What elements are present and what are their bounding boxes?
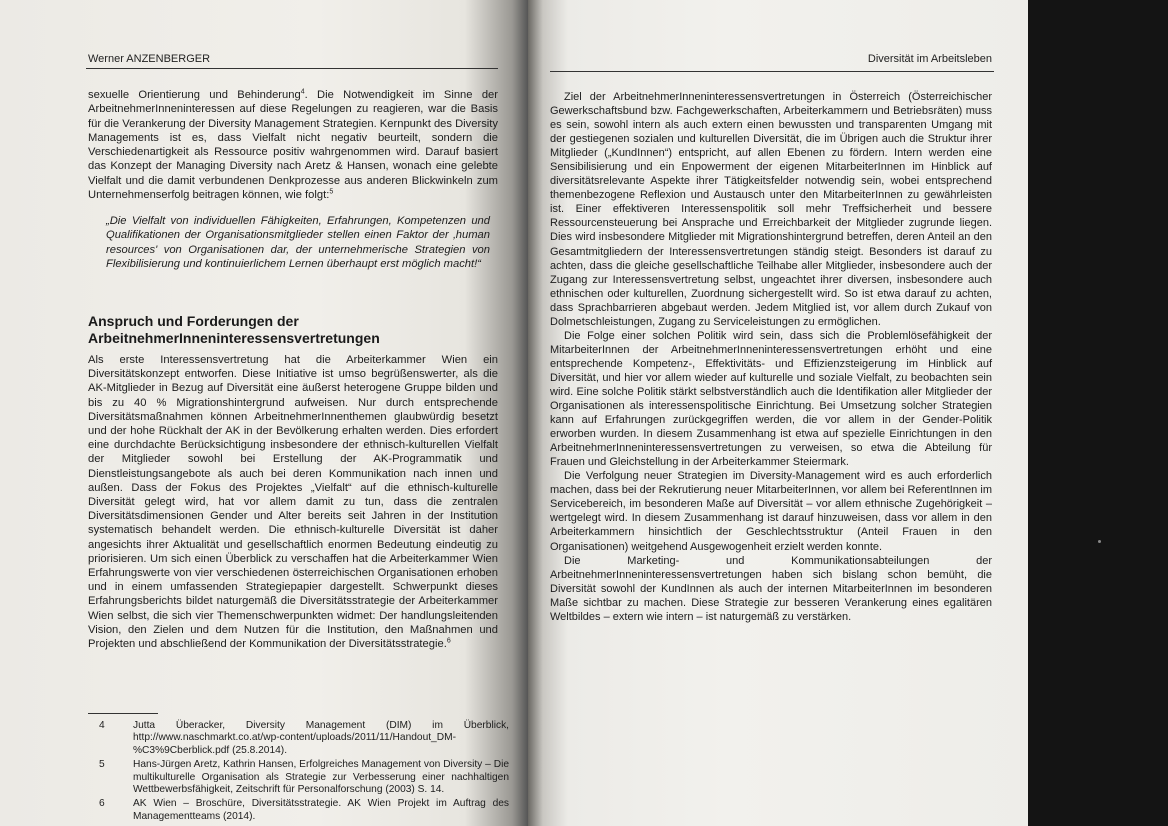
footnote-ref-5: 5 [329,188,334,196]
scan-speck [1098,540,1101,543]
footnote-4 [99,720,509,757]
left-para2-text: Als erste Interessensvertretung hat die Arbeiterkammer Wien ein Diversitätskonzept entworfen. Diese Initiative ist umso begrüßenswerter, als die AK-Mitglieder in Bezug auf Diversität eine äußerst heterogene Gruppe bilden und bis zu 40 % Migrationshintergrund aufweisen. Nur durch entsprechende Diversitätsmaßnahmen können ArbeitnehmerInnenthemen glaubwürdig besetzt und der hohe Rückhalt der AK in der Bevölkerung erhalten werden. Dies erfordert eine durchdachte Berücksichtigung insbesondere der ethnisch-kulturellen Vielfalt der Mitglieder sowohl bei Erstellung der AK-Programmatik und Dienstleistungsangebote als auch bei deren Kommunikation nach innen und außen. Dass der Fokus des Projektes „Vielfalt“ auf die ethnisch-kulturelle Diversität gelegt wird, hat vor allem damit zu tun, dass die zentralen Diversitätsdimensionen Gender und Alter bereits seit Jahren in der Institution systematisch behandelt werden. Die ethnisch-kulturelle Diversität ist daher angesichts ihrer Aktualität und gesellschaftlich enormen Bedeutung eindeutig zu priorisieren. Um sich einen Überblick zu verschaffen hat die Arbeiterkammer Wien Erfahrungswerte von vier verschiedenen österreichischen Organisationen erhoben und in einem umfassenden Strategiepapier dargestellt. Schwerpunkt dieses Erfahrungsberichts bildet naturgemäß die Diversitätsstrategie der Arbeiterkammer Wien selbst, die sich vier Themenschwerpunkten widmet: Der handlungsleitenden Vision, den Zielen und dem Nutzen für die Institution, den Maßnahmen und Projekten und abschließend der Kommunikation der Diversitätsstrategie. [88,354,498,651]
right-page [528,0,1028,826]
right-page-header: Diversität im Arbeitsleben [867,53,992,65]
section-heading-line1: Anspruch und Forderungen der [88,313,299,329]
footnote-rule [88,713,158,714]
section-heading [88,313,508,347]
footnote-number: 6 [99,798,105,810]
left-paragraph-1 [88,88,498,202]
left-page-header: Werner ANZENBERGER [88,53,211,65]
section-heading-line2: ArbeitnehmerInneninteressensvertretungen [88,330,380,346]
left-para1-text: sexuelle Orientierung und Behinderung [88,89,301,101]
right-paragraph-2: Die Folge einer solchen Politik wird sein, dass sich die Problemlösefähigkeit der MitarbeiterInnen der ArbeitnehmerInneninteressensvertretungen erhöht und eine entsprechende Kompetenz-, Effektivitäts- und Effizienzsteigerung im Hinblick auf Diversität, und hier vor allem wieder auf kulturelle und soziale Vielfalt, zu beobachten sein wird. Eine solche Politik stärkt selbstverständlich auch die Identifikation aller Mitglieder der Organisationen als interessenspolitische Einrichtung. Bei Umsetzung solcher Strategien kann auf Erfahrungen zurückgegriffen werden, die vor allem in der Gender-Politik erworben wurden. In diesem Zusammenhang ist etwa auf spezielle Einrichtungen in den ArbeitnehmerInneninteressensvertretungen zu verweisen, so etwa die Abteilung für Frauen und Gleichstellung in der Arbeiterkammer Steiermark. [550,329,992,469]
left-header-rule [86,68,498,69]
footnote-6 [99,798,509,823]
footnote-ref-4: 4 [300,88,305,96]
footnote-ref-6: 6 [446,637,451,645]
footnote-text: Jutta Überacker, Diversity Management (DIM) im Überblick, http://www.naschmarkt.co.at/wp-content/uploads/2011/11/Handout_DM-%C3%9Cberblick.pdf (25.8.2014). [133,720,509,756]
footnote-number: 4 [99,720,105,731]
right-header-rule [550,71,994,72]
left-page [0,0,528,826]
scan-background [1028,0,1168,826]
left-blockquote: „Die Vielfalt von individuellen Fähigkeiten, Erfahrungen, Kompetenzen und Qualifikationen der Organisationsmitglieder stellen einen Faktor der ‚human resources' von Organisationen dar, der unternehmerische Strategien von Flexibilisierung und kontinuierlichem Lernen überhaupt erst möglich macht!“ [106,215,490,270]
footnote-text: AK Wien – Broschüre, Diversitätsstrategie. AK Wien Projekt im Auftrag des Managementteams (2014). [133,798,509,822]
footnote-text: Hans-Jürgen Aretz, Kathrin Hansen, Erfolgreiches Management von Diversity – Die multikulturelle Organisation als Strategie zur Verbesserung einer nachhaltigen Wettbewerbsfähigkeit, Zeitschrift für Personalforschung (2003) S. 14. [133,759,509,796]
right-paragraph-4: Die Marketing- und Kommunikationsabteilungen der ArbeitnehmerInneninteressensvertretungen haben sich bislang schon bemüht, die Diversität sowohl der KundInnen als auch der internen MitarbeiterInnen im besonderen Maße sichtbar zu machen. Diese Strategie zur besseren Verankerung eines egalitären Weltbildes – extern wie intern – ist naturgemäß zu verstärken. [550,554,992,623]
left-paragraph-2 [88,353,498,651]
footnote-5 [99,759,509,796]
right-body [550,90,992,624]
right-paragraph-1: Ziel der ArbeitnehmerInneninteressensvertretungen in Österreich (Österreichischer Gewerkschaftsbund bzw. Fachgewerkschaften, Arbeiterkammern und Betriebsräten) muss es sein, sowohl intern als auch extern einen bewussten und transparenten Umgang mit der gestiegenen sozialen und kulturellen Diversität, die im Übrigen auch die Struktur ihrer Mitglieder („KundInnen“) entspricht, auf allen Ebenen zu fördern. Intern werden eine Sensibilisierung und ein Enpowerment der eigenen MitarbeiterInnen im Hinblick auf diversitätsrelevante Aspekte ihrer Tätigkeitsfelder notwendig sein, wobei entsprechend themenbezogene Reflexion und Austausch unter den MitarbeiterInnen zu gewährleisten ist. Einer effektiveren Interessenspolitik soll mehr Treffsicherheit und bessere Ressourcensteuerung bei Ansprache und Erreichbarkeit der Mitglieder zugrunde liegen. Dies wird insbesondere Mitglieder mit Migrationshintergrund betreffen, deren Anteil an den Gesamtmitgliedern der Interessensvertretungen ständig steigt. Besonders ist darauf zu achten, dass die gleiche gesellschaftliche Teilhabe aller Mitglieder, insbesondere auch der Zugang zur Interessensvertretung selbst, ungeachtet ihrer diversen, insbesondere auch ethnischen oder kulturellen, Zuordnung sichergestellt wird. So ist etwa darauf zu achten, dass Sprachbarrieren abgebaut werden. Jedem Mitglied ist, vor allem durch Zukauf von Dolmetschleistungen, Zugang zu Serviceleistungen zu ermöglichen. [550,91,992,328]
left-para1-rest: . Die Notwendigkeit im Sinne der ArbeitnehmerInneninteressen auf diese Regelungen zu reagieren, war die Basis für die Verankerung der Diversity Management Strategien. Kernpunkt des Diversity Managements ist es, dass Vielfalt nicht negativ beurteilt, sondern die Verschiedenartigkeit als Ressource positiv wahrgenommen wird. Darauf basiert das Konzept der Managing Diversity nach Aretz & Hansen, wonach eine gelebte Vielfalt und die damit verbundenen Denkprozesse aus anderen Blickwinkeln zum Unternehmenserfolg beitragen können, wie folgt: [88,89,498,202]
right-paragraph-3: Die Verfolgung neuer Strategien im Diversity-Management wird es auch erforderlich machen, dass bei der Rekrutierung neuer MitarbeiterInnen, vor allem bei ReferentInnen im Servicebereich, im besonderen Maße auf Diversität – vor allem ethnische Zugehörigkeit – wertgelegt wird. In diesem Zusammenhang ist darauf hinzuweisen, dass vor allem in den Arbeiterkammern hinsichtlich der Geschlechtsstruktur (Anteil Frauen in den Organisationen) weitgehend Ausgewogenheit erzielt werden konnte. [550,470,992,553]
footnotes [99,720,509,825]
footnote-number: 5 [99,759,105,771]
